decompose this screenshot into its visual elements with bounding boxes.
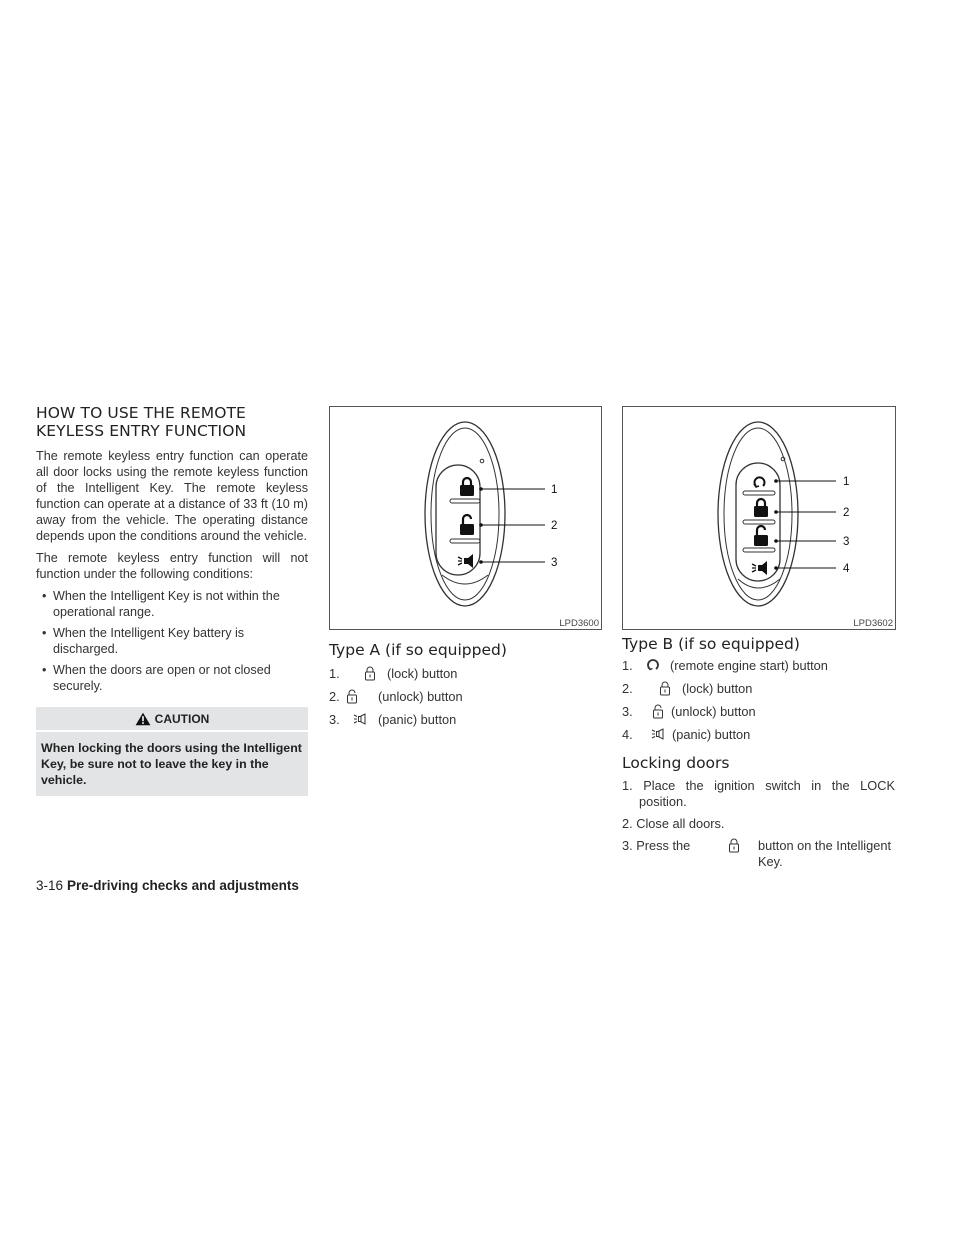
remote-start-icon (646, 658, 660, 672)
step-text: 2. Close all doors. (622, 816, 725, 831)
step-text-post: button on the Intelligent Key. (758, 838, 892, 869)
figure-type-b (622, 406, 896, 630)
lock-icon (364, 666, 376, 681)
type-a-item-2 (329, 689, 463, 705)
intelligent-key-illustration (330, 407, 601, 629)
callout-label: 2 (551, 520, 558, 532)
lock-icon (659, 681, 671, 696)
step-text-pre: 3. Press the (622, 838, 691, 853)
caution-text: When locking the doors using the Intelligent Key, be sure not to leave the key in the vehicle. (41, 741, 302, 787)
section-heading (36, 404, 308, 440)
figure-code: LPD3600 (559, 618, 599, 629)
unlock-icon (754, 526, 768, 546)
item-text: (lock) button (387, 666, 458, 681)
lock-icon (728, 838, 740, 853)
callout-label: 3 (843, 536, 850, 548)
list-item: • When the Intelligent Key is not within the operational range. (36, 588, 308, 620)
callout-label: 1 (551, 484, 558, 496)
warning-icon (135, 712, 151, 726)
item-number: 4. (622, 727, 633, 742)
panic-icon (651, 728, 667, 741)
unlock-icon (346, 689, 358, 704)
figure-type-a (329, 406, 602, 630)
type-a-item-3 (329, 712, 457, 728)
panic-icon (458, 554, 473, 568)
item-text: (remote engine start) button (670, 658, 828, 673)
left-column (36, 404, 308, 796)
figure-code: LPD3602 (853, 618, 893, 629)
section-heading-line1: HOW TO USE THE REMOTE (36, 404, 246, 422)
step-text: 1. Place the ignition switch in the LOCK position. (622, 778, 895, 809)
item-number: 2. (622, 681, 633, 696)
unlock-icon (460, 515, 474, 535)
caution-header (36, 707, 308, 732)
intelligent-key-illustration (623, 407, 895, 629)
panic-icon (353, 713, 369, 726)
item-text: (unlock) button (378, 689, 463, 704)
intro-paragraph: The remote keyless entry function can operate all door locks using the remote keyless function of the Intelligent Key. The remote keyless function can operate at a distance of 33 ft (10 m) away from the vehicle. The operating distance depends upon the conditions around the vehicle. (36, 449, 308, 543)
type-b-item-1 (622, 658, 828, 674)
callout-label: 1 (843, 476, 850, 488)
locking-doors-heading: Locking doors (622, 754, 730, 772)
type-a-heading: Type A (if so equipped) (329, 641, 507, 659)
item-text: (unlock) button (671, 704, 756, 719)
page-number: 3-16 (36, 878, 64, 893)
type-a-item-1 (329, 666, 458, 682)
item-number: 3. (622, 704, 633, 719)
item-text: (panic) button (378, 712, 457, 727)
item-number: 2. (329, 689, 340, 704)
item-number: 3. (329, 712, 340, 727)
unlock-icon (652, 704, 664, 719)
type-b-heading: Type B (if so equipped) (622, 635, 800, 653)
callout-label: 2 (843, 507, 850, 519)
type-b-item-2 (622, 681, 753, 697)
panic-icon (752, 561, 767, 575)
type-b-item-4 (622, 727, 751, 743)
caution-box (36, 707, 308, 796)
remote-start-icon (754, 477, 765, 487)
section-heading-line2: KEYLESS ENTRY FUNCTION (36, 422, 247, 440)
locking-step-1 (622, 778, 895, 810)
callout-label: 3 (551, 557, 558, 569)
caution-title: CAUTION (154, 711, 210, 726)
locking-step-3 (622, 838, 895, 870)
type-b-item-3 (622, 704, 756, 720)
conditions-paragraph: The remote keyless entry function will not function under the following conditions: (36, 551, 308, 581)
list-item: • When the doors are open or not closed securely. (36, 662, 308, 694)
lock-icon (460, 478, 474, 496)
item-number: 1. (622, 658, 633, 673)
lock-icon (754, 499, 768, 517)
list-item: • When the Intelligent Key battery is discharged. (36, 625, 308, 657)
callout-label: 4 (843, 563, 850, 575)
item-text: (panic) button (672, 727, 751, 742)
page-footer (36, 878, 299, 893)
locking-step-2 (622, 816, 724, 832)
footer-section-title: Pre-driving checks and adjustments (67, 878, 299, 893)
item-text: (lock) button (682, 681, 753, 696)
conditions-list (36, 588, 308, 694)
item-number: 1. (329, 666, 340, 681)
